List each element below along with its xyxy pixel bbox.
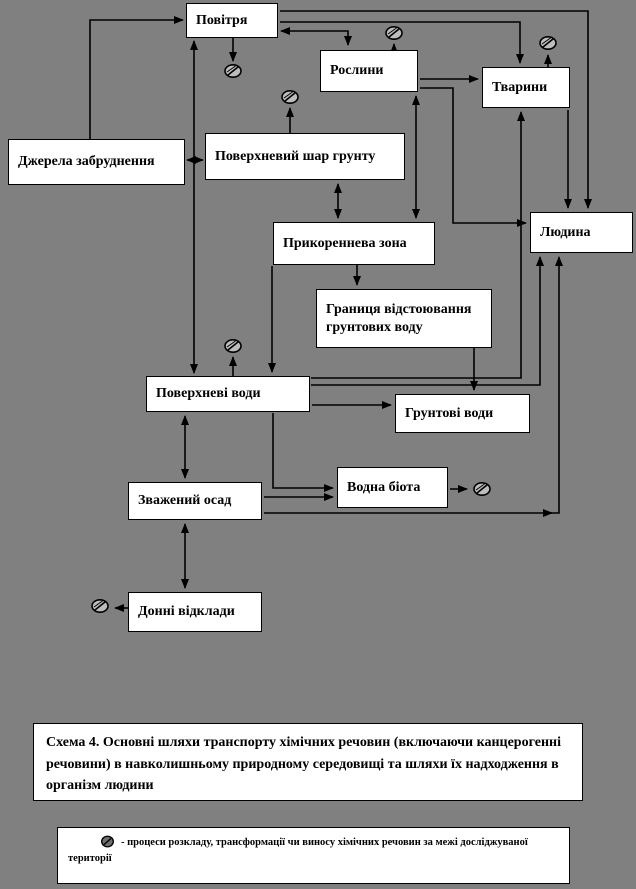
node-label: Донні відклади [138,604,235,620]
node-aquatic-biota [337,467,448,508]
prohibition-icon [540,37,556,49]
node-label: Людина [540,224,591,240]
caption-text: Схема 4. Основні шляхи транспорту хімічних речовин (включаючи канцерогенні речовини) в навколишньому природному середовищі та шляхи їх надходження в організм людини [46,735,562,794]
node-label: Поверхневий шар грунту [215,148,376,164]
node-animals [482,67,570,108]
node-bottom-sediments [128,592,262,632]
prohibition-icon [100,835,115,848]
node-surface-soil-layer [205,133,405,180]
caption-box [33,723,583,801]
node-label: Повітря [196,12,248,28]
node-plants [320,50,418,92]
prohibition-icon [474,483,490,495]
node-label: Водна біота [347,479,421,495]
node-label: Джерела забруднення [18,154,155,170]
node-label: Рослини [330,63,384,79]
prohibition-icon [282,91,298,103]
node-air [186,3,278,38]
node-pollution-sources [8,139,185,185]
node-label: Прикореннева зона [283,235,407,251]
prohibition-icon [225,340,241,352]
node-suspended-sediment [128,482,262,520]
node-groundwater [395,394,530,433]
node-label: Зважений осад [138,493,232,509]
node-label: Поверхневі води [156,386,261,402]
legend-entry [68,835,559,867]
legend-box [57,827,570,884]
prohibition-icon [386,27,402,39]
node-label: Тварини [492,79,548,95]
node-human [530,212,633,253]
node-label: Границя відстоювання грунтових воду [326,302,472,335]
prohibition-icon [225,65,241,77]
node-root-zone [273,222,435,265]
node-groundwater-settling-boundary [316,289,492,348]
node-label: Грунтові води [405,405,494,421]
prohibition-icon [92,600,108,612]
legend-text: - процеси розкладу, трансформації чи виносу хімічних речовин за межі досліджуваної території [68,837,528,864]
node-surface-waters [146,376,310,412]
